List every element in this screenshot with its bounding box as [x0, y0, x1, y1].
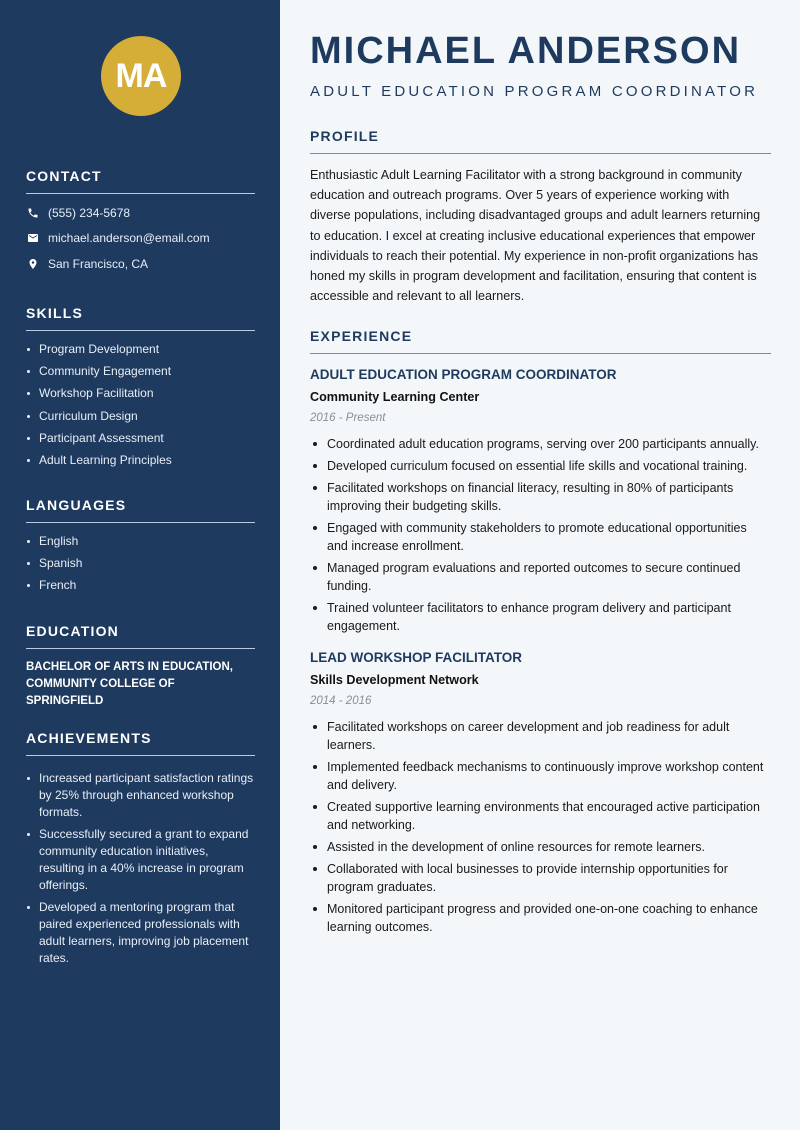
- section-heading: LANGUAGES: [26, 497, 255, 523]
- list-item: Created supportive learning environments that encouraged active participation and networking.: [310, 798, 771, 834]
- location-text: San Francisco, CA: [48, 256, 149, 271]
- list-item: Increased participant satisfaction ratings by 25% through enhanced workshop formats.: [26, 770, 255, 821]
- email-icon: [26, 232, 39, 245]
- job-dates: 2014 - 2016: [310, 695, 372, 707]
- languages-section: [26, 497, 255, 600]
- list-item: Developed curriculum focused on essential life skills and vocational training.: [310, 457, 771, 475]
- job-role: ADULT EDUCATION PROGRAM COORDINATOR: [310, 367, 617, 382]
- languages-list: [26, 533, 255, 594]
- candidate-title: ADULT EDUCATION PROGRAM COORDINATOR: [310, 83, 759, 100]
- list-item: Program Development: [26, 341, 255, 358]
- profile-text: Enthusiastic Adult Learning Facilitator with a strong background in community education and outreach programs. Over 5 years of experience working with diverse populations, including disadvantaged groups and adult learners returning to education. I excel at creating inclusive educational experiences that empower individuals to reach their potential. My experience in non-profit organizations has honed my skills in program development and facilitation, ensuring that content is accessible and relevant to all learners.: [310, 168, 761, 304]
- experience-section: [310, 328, 771, 940]
- achievements-list: [26, 770, 255, 967]
- list-item: Coordinated adult education programs, serving over 200 participants annually.: [310, 435, 771, 453]
- section-heading: PROFILE: [310, 128, 771, 154]
- job-bullets: [310, 435, 771, 635]
- job-company: Community Learning Center: [310, 390, 480, 404]
- section-heading: ACHIEVEMENTS: [26, 730, 255, 756]
- skills-list: [26, 341, 255, 469]
- profile-section: [310, 128, 771, 306]
- job-company: Skills Development Network: [310, 673, 479, 687]
- list-item: French: [26, 577, 255, 594]
- job-bullets: [310, 718, 771, 936]
- job-role: LEAD WORKSHOP FACILITATOR: [310, 650, 522, 665]
- location-pin-icon: [26, 257, 39, 270]
- list-item: Facilitated workshops on career development and job readiness for adult learners.: [310, 718, 771, 754]
- sidebar: [0, 0, 280, 1130]
- phone-text[interactable]: (555) 234-5678: [48, 205, 131, 220]
- contact-email: [26, 226, 255, 252]
- list-item: Facilitated workshops on financial literacy, resulting in 80% of participants improving their budgeting skills.: [310, 479, 771, 515]
- list-item: Adult Learning Principles: [26, 452, 255, 469]
- section-heading: EXPERIENCE: [310, 328, 771, 354]
- list-item: Curriculum Design: [26, 408, 255, 425]
- job-entry: [310, 366, 771, 635]
- candidate-name: MICHAEL ANDERSON: [310, 30, 742, 72]
- avatar-initials: MA: [115, 56, 167, 95]
- job-dates: 2016 - Present: [310, 412, 386, 424]
- list-item: Assisted in the development of online resources for remote learners.: [310, 838, 771, 856]
- section-heading: EDUCATION: [26, 623, 255, 649]
- job-entry: [310, 649, 771, 936]
- list-item: Monitored participant progress and provided one-on-one coaching to enhance learning outcomes.: [310, 900, 771, 936]
- list-item: Collaborated with local businesses to provide internship opportunities for program graduates.: [310, 860, 771, 896]
- list-item: Developed a mentoring program that paired experienced professionals with adult learners, improving job placement rates.: [26, 899, 255, 967]
- list-item: Trained volunteer facilitators to enhance program delivery and participant engagement.: [310, 599, 771, 635]
- avatar: [101, 36, 181, 116]
- list-item: Community Engagement: [26, 363, 255, 380]
- list-item: Managed program evaluations and reported outcomes to secure continued funding.: [310, 559, 771, 595]
- list-item: Spanish: [26, 555, 255, 572]
- phone-icon: [26, 206, 39, 219]
- list-item: Participant Assessment: [26, 430, 255, 447]
- contact-location: [26, 251, 255, 277]
- education-section: [26, 623, 255, 710]
- list-item: Workshop Facilitation: [26, 385, 255, 402]
- contact-phone: [26, 200, 255, 226]
- contact-section: [26, 168, 255, 277]
- list-item: Successfully secured a grant to expand community education initiatives, resulting in a 40% increase in program offerings.: [26, 826, 255, 894]
- education-degree: BACHELOR OF ARTS IN EDUCATION, COMMUNITY COLLEGE OF SPRINGFIELD: [26, 661, 233, 707]
- list-item: English: [26, 533, 255, 550]
- achievements-section: [26, 730, 255, 972]
- list-item: Engaged with community stakeholders to promote educational opportunities and increase enrollment.: [310, 519, 771, 555]
- section-heading: SKILLS: [26, 305, 255, 331]
- skills-section: [26, 305, 255, 474]
- list-item: Implemented feedback mechanisms to continuously improve workshop content and delivery.: [310, 758, 771, 794]
- email-text[interactable]: michael.anderson@email.com: [48, 231, 210, 246]
- section-heading: CONTACT: [26, 168, 255, 194]
